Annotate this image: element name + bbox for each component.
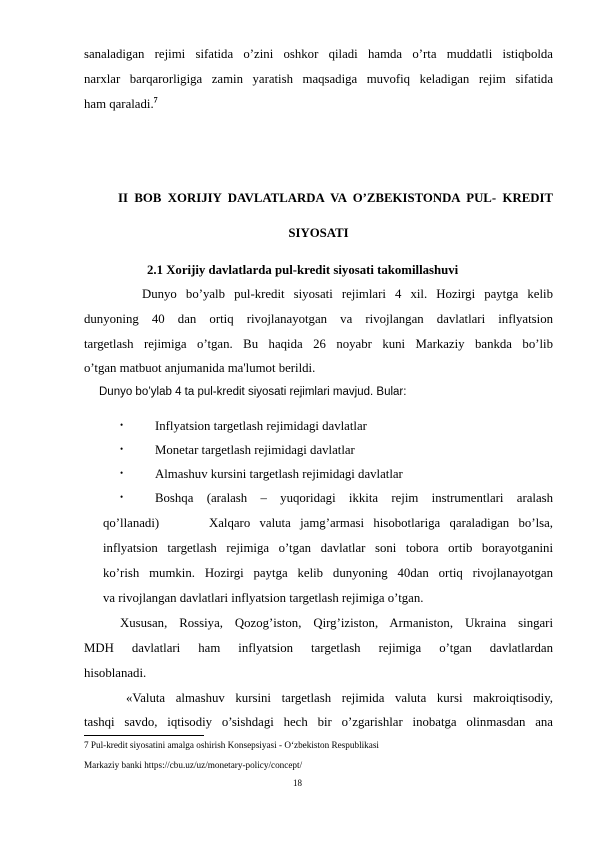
bullet-item-1: Inflyatsion targetlash rejimidagi davlatlar xyxy=(155,419,367,433)
intro-line-3-text: ham qaraladi. xyxy=(84,97,154,111)
bullet-item-4-line-2a: qo’llanadi) xyxy=(103,516,160,530)
bullet-marker-1: • xyxy=(120,420,124,430)
para1-line-1: Dunyo bo’yalb pul-kredit siyosati rejimlari 4 xil. Hozirgi paytga kelib xyxy=(142,287,553,301)
list-intro: Dunyo bo’ylab 4 ta pul-kredit siyosati rejimlari mavjud. Bular: xyxy=(99,386,407,398)
bullet-marker-3: • xyxy=(120,468,124,478)
bullet-item-4-line-2b: Xalqaro valuta jamg’armasi hisobotlariga qaraladigan bo’lsa, xyxy=(209,516,553,530)
intro-line-2: narxlar barqarorligiga zamin yaratish maqsadiga muvofiq keladigan rejim sifatida xyxy=(84,72,553,86)
footnote-separator xyxy=(84,735,204,736)
para1-line-4: o’tgan matbuot anjumanida ma'lumot berildi. xyxy=(84,361,316,375)
section-title: 2.1 Xorijiy davlatlarda pul-kredit siyosati takomillashuvi xyxy=(147,263,459,277)
bullet-item-4-line-3: inflyatsion targetlash rejimiga o’tgan davlatlar soni tobora ortib borayotganini xyxy=(103,541,553,555)
bullet-marker-4: • xyxy=(120,492,124,502)
para2-line-3: hisoblanadi. xyxy=(84,666,147,680)
bullet-item-4-line-5: va rivojlangan davlatlari inflyatsion targetlash rejimiga o’tgan. xyxy=(103,591,424,605)
bullet-item-3: Almashuv kursini targetlash rejimidagi davlatlar xyxy=(155,467,403,481)
intro-line-1: sanaladigan rejimi sifatida o’zini oshkor qiladi hamda o’rta muddatli istiqbolda xyxy=(84,47,553,61)
footnote-line-2: Markaziy banki https://cbu.uz/uz/monetary-policy/concept/ xyxy=(84,760,303,770)
bullet-item-4-line-1: Boshqa (aralash – yuqoridagi ikkita rejim instrumentlari aralash xyxy=(155,491,553,505)
para2-line-1: Xususan, Rossiya, Qozog’iston, Qirg’iziston, Armaniston, Ukraina singari xyxy=(120,616,553,630)
para1-line-3: targetlash rejimiga o’tgan. Bu haqida 26 noyabr kuni Markaziy bankda bo’lib xyxy=(84,337,553,351)
para2-line-2: MDH davlatlari ham inflyatsion targetlash rejimiga o’tgan davlatlardan xyxy=(84,641,553,655)
para3-line-1: «Valuta almashuv kursini targetlash rejimida valuta kursi makroiqtisodiy, xyxy=(126,691,553,705)
footnote-line-1: 7 Pul-kredit siyosatini amalga oshirish Konsepsiyasi - O‘zbekiston Respublikasi xyxy=(84,740,379,750)
bullet-item-2: Monetar targetlash rejimidagi davlatlar xyxy=(155,443,355,457)
footnote-reference: 7 xyxy=(153,95,158,105)
bullet-marker-2: • xyxy=(120,444,124,454)
chapter-title-line-2: SIYOSATI xyxy=(288,226,349,240)
bullet-item-4-line-4: ko’rish mumkin. Hozirgi paytga kelib dunyoning 40dan ortiq rivojlanayotgan xyxy=(103,566,553,580)
page-number: 18 xyxy=(293,778,302,788)
intro-line-3 xyxy=(84,96,158,112)
chapter-title-line-1: II BOB XORIJIY DAVLATLARDA VA O’ZBEKISTONDA PUL- KREDIT xyxy=(118,191,553,205)
para3-line-2: tashqi savdo, iqtisodiy o’sishdagi hech bir o’zgarishlar inobatga olinmasdan ana xyxy=(84,715,553,729)
para1-line-2: dunyoning 40 dan ortiq rivojlanayotgan va rivojlangan davlatlari inflyatsion xyxy=(84,312,553,326)
